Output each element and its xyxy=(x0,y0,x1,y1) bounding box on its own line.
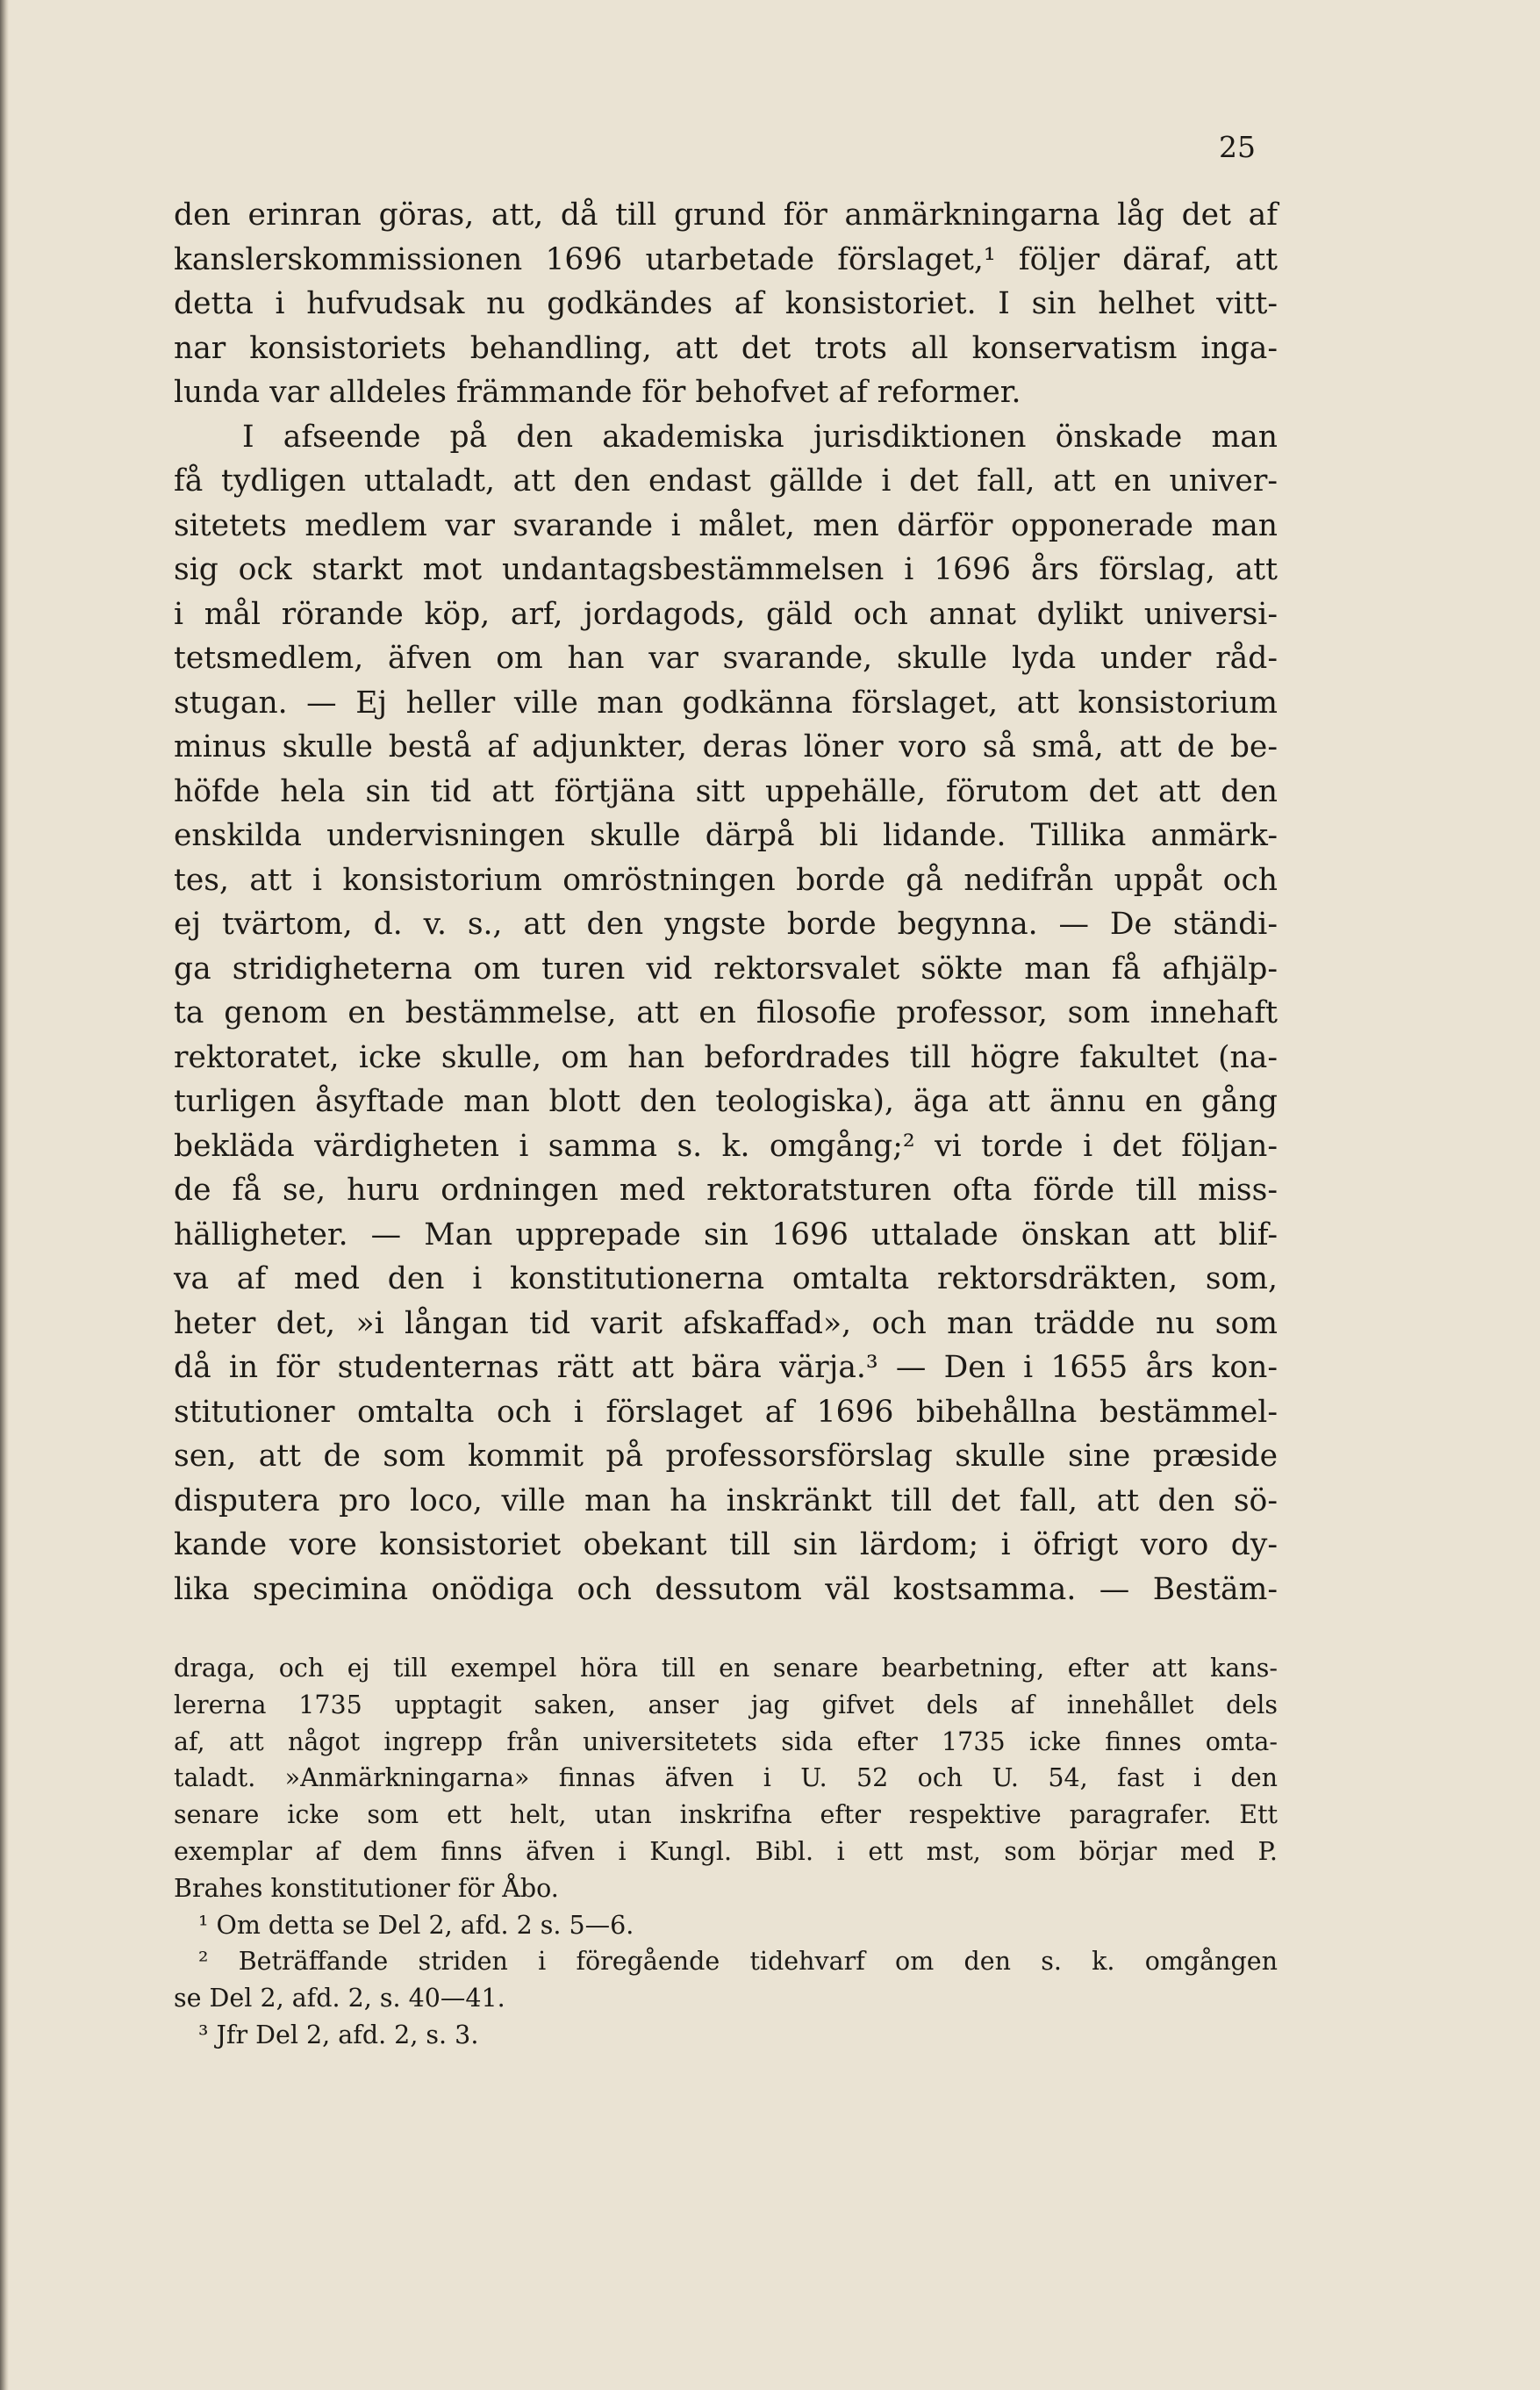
text-line: disputera pro loco, ville man ha inskränkt till det fall, att den sö- xyxy=(174,1482,1278,1518)
text-line: stitutioner omtalta och i förslaget af 1696 bibehållna bestämmel- xyxy=(174,1394,1278,1430)
text-line: kande vore konsistoriet obekant till sin lärdom; i öfrigt voro dy- xyxy=(174,1527,1278,1562)
footnote-1: ¹ Om detta se Del 2, afd. 2 s. 5—6. xyxy=(198,1910,634,1940)
text-line: ga stridigheterna om turen vid rektorsvalet sökte man få afhjälp- xyxy=(174,951,1278,987)
text-line: ej tvärtom, d. v. s., att den yngste borde begynna. — De ständi- xyxy=(174,907,1278,942)
text-line: i mål rörande köp, arf, jordagods, gäld och annat dylikt universi- xyxy=(174,596,1278,632)
text-line: bekläda värdigheten i samma s. k. omgång;² vi torde i det följan- xyxy=(174,1128,1278,1164)
text-line: nar konsistoriets behandling, att det trots all konservatism inga- xyxy=(174,330,1278,366)
main-text xyxy=(174,193,1278,1611)
text-line: lika specimina onödiga och dessutom väl kostsamma. — Bestäm- xyxy=(174,1571,1278,1607)
text-line: turligen åsyftade man blott den teologiska), äga att ännu en gång xyxy=(174,1084,1278,1119)
footnote-line: af, att något ingrepp från universitetets sida efter 1735 icke finnes omta- xyxy=(174,1726,1278,1756)
paragraph-start-line: I afseende på den akademiska jurisdiktionen önskade man xyxy=(242,419,1278,455)
text-line: ta genom en bestämmelse, att en filosofie professor, som innehaft xyxy=(174,995,1278,1030)
footnote-line: taladt. »Anmärkningarna» finnas äfven i U. 52 och U. 54, fast i den xyxy=(174,1763,1278,1793)
text-line: då in för studenternas rätt att bära värja.³ — Den i 1655 års kon- xyxy=(174,1350,1278,1385)
footnote-line: lererna 1735 upptagit saken, anser jag gifvet dels af innehållet dels xyxy=(174,1690,1278,1719)
text-line: tetsmedlem, äfven om han var svarande, skulle lyda under råd- xyxy=(174,641,1278,676)
text-line: få tydligen uttaladt, att den endast gällde i det fall, att en univer- xyxy=(174,463,1278,499)
page-number: 25 xyxy=(1219,130,1256,164)
text-line: de få se, huru ordningen med rektoratsturen ofta förde till miss- xyxy=(174,1173,1278,1208)
footnote-line: exemplar af dem finns äfven i Kungl. Bibl. i ett mst, som börjar med P. xyxy=(174,1836,1278,1866)
page-edge-shadow xyxy=(0,0,9,2390)
text-line: sitetets medlem var svarande i målet, men därför opponerade man xyxy=(174,507,1278,543)
footnote-2: ² Beträffande striden i föregående tidehvarf om den s. k. omgången xyxy=(198,1947,1278,1977)
text-line: rektoratet, icke skulle, om han befordrades till högre fakultet (na- xyxy=(174,1039,1278,1075)
text-line: sig ock starkt mot undantagsbestämmelsen i 1696 års förslag, att xyxy=(174,552,1278,587)
text-line: stugan. — Ej heller ville man godkänna förslaget, att konsistorium xyxy=(174,685,1278,721)
footnote-line: draga, och ej till exempel höra till en senare bearbetning, efter att kans- xyxy=(174,1654,1278,1683)
text-line: hälligheter. — Man upprepade sin 1696 uttalade önskan att blif- xyxy=(174,1217,1278,1252)
text-line: va af med den i konstitutionerna omtalta rektorsdräkten, som, xyxy=(174,1261,1278,1296)
text-line: sen, att de som kommit på professorsförslag skulle sine præside xyxy=(174,1439,1278,1474)
footnote-line: senare icke som ett helt, utan inskrifna efter respektive paragrafer. Ett xyxy=(174,1800,1278,1830)
text-line: detta i hufvudsak nu godkändes af konsistoriet. I sin helhet vitt- xyxy=(174,286,1278,321)
text-line: lunda var alldeles främmande för behofvet af reformer. xyxy=(174,375,1021,410)
text-line: den erinran göras, att, då till grund för anmärkningarna låg det af xyxy=(174,197,1278,233)
footnote-line: Brahes konstitutioner för Åbo. xyxy=(174,1873,559,1903)
footnote-3: ³ Jfr Del 2, afd. 2, s. 3. xyxy=(198,2020,479,2049)
text-line: tes, att i konsistorium omröstningen borde gå nedifrån uppåt och xyxy=(174,862,1278,898)
text-line: heter det, »i långan tid varit afskaffad», och man trädde nu som xyxy=(174,1305,1278,1341)
text-line: höfde hela sin tid att förtjäna sitt uppehälle, förutom det att den xyxy=(174,773,1278,809)
text-line: kanslerskommissionen 1696 utarbetade förslaget,¹ följer däraf, att xyxy=(174,241,1278,277)
footnote-line: se Del 2, afd. 2, s. 40—41. xyxy=(174,1984,505,2013)
footnotes xyxy=(174,1650,1278,2054)
text-line: enskilda undervisningen skulle därpå bli lidande. Tillika anmärk- xyxy=(174,818,1278,853)
text-line: minus skulle bestå af adjunkter, deras löner voro så små, att de be- xyxy=(174,729,1278,764)
